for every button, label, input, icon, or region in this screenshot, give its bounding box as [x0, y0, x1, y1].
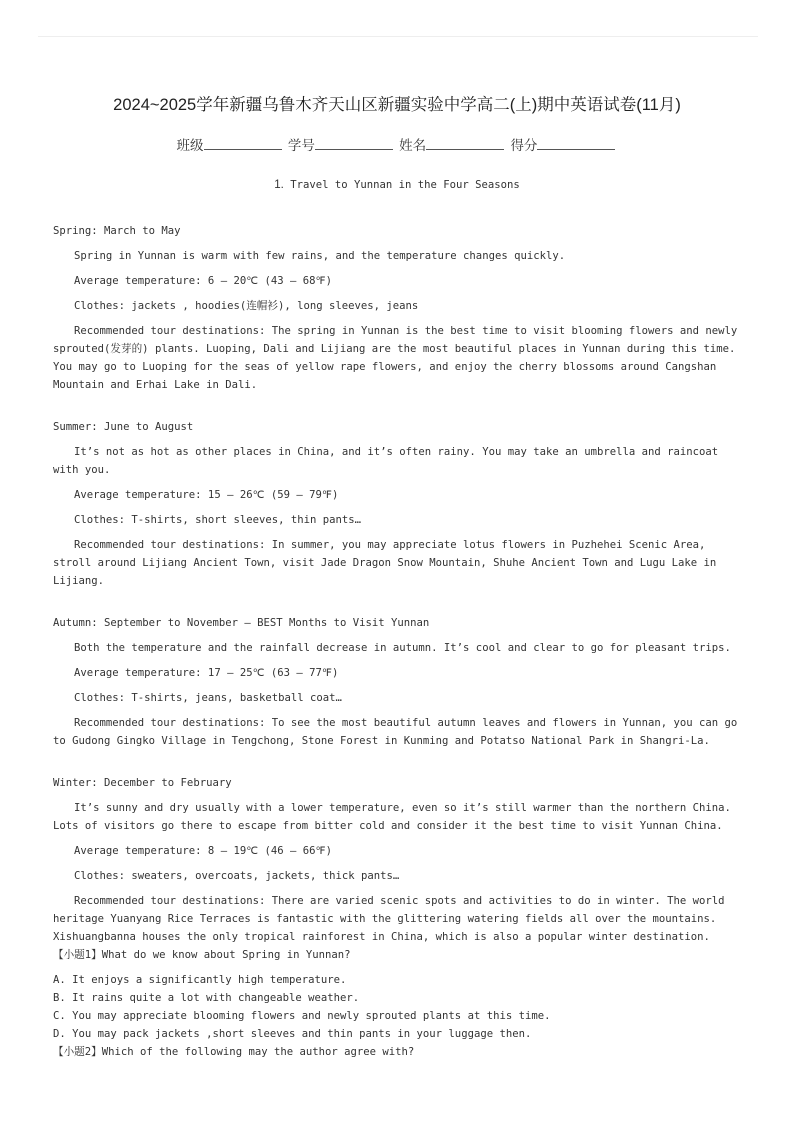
- season-heading-spring: Spring: March to May: [53, 225, 181, 237]
- question-title: [0, 179, 794, 191]
- season-intro-autumn: Both the temperature and the rainfall decrease in autumn. It’s cool and clear to go for pleasant trips.: [74, 642, 731, 654]
- season-heading-summer: Summer: June to August: [53, 421, 194, 433]
- top-divider: [38, 36, 758, 37]
- season-temperature-autumn: Average temperature: 17 – 25℃ (63 – 77℉): [74, 667, 339, 679]
- season-destinations-winter: Recommended tour destinations: There are varied scenic spots and activities to do in winter. The world heritage Yuanyang Rice Terraces is fantastic with the glittering watering fields all over the mountains. Xishuangbanna houses the only tropical rainforest in China, which is also a popular winter destination.: [53, 895, 725, 943]
- class-label: 班级: [176, 138, 204, 154]
- subquestion-1-options: [53, 971, 743, 1043]
- season-temperature-winter: Average temperature: 8 – 19℃ (46 – 66℉): [74, 845, 332, 857]
- season-intro-spring: Spring in Yunnan is warm with few rains, and the temperature changes quickly.: [74, 250, 566, 262]
- class-blank[interactable]: [204, 137, 282, 150]
- season-intro-winter: It’s sunny and dry usually with a lower temperature, even so it’s still warmer than the northern China. Lots of visitors go there to escape from bitter cold and consider it the best time to visit Yunnan China.: [53, 802, 731, 832]
- season-heading-autumn: Autumn: September to November – BEST Months to Visit Yunnan: [53, 617, 430, 629]
- student-info-row: [0, 134, 794, 154]
- score-blank[interactable]: [537, 137, 615, 150]
- subquestion-2: 【小题2】Which of the following may the author agree with?: [53, 1046, 415, 1058]
- season-clothes-spring: Clothes: jackets , hoodies(连帽衫), long sleeves, jeans: [74, 300, 419, 312]
- subquestion-1: 【小题1】What do we know about Spring in Yunnan?: [53, 949, 351, 961]
- option-d[interactable]: D. You may pack jackets ,short sleeves and thin pants in your luggage then.: [53, 1028, 532, 1040]
- season-heading-winter: Winter: December to February: [53, 777, 232, 789]
- season-clothes-summer: Clothes: T-shirts, short sleeves, thin pants…: [74, 514, 362, 526]
- student-id-label: 学号: [287, 138, 315, 154]
- student-id-blank[interactable]: [315, 137, 393, 150]
- season-destinations-summer: Recommended tour destinations: In summer, you may appreciate lotus flowers in Puzhehei Scenic Area, stroll around Lijiang Ancient Town, visit Jade Dragon Snow Mountain, Shuhe Ancient Town and Lugu Lake in Lijiang.: [53, 539, 717, 587]
- option-c[interactable]: C. You may appreciate blooming flowers and newly sprouted plants at this time.: [53, 1010, 551, 1022]
- season-temperature-summer: Average temperature: 15 – 26℃ (59 – 79℉): [74, 489, 339, 501]
- option-a[interactable]: A. It enjoys a significantly high temperature.: [53, 974, 347, 986]
- name-blank[interactable]: [426, 137, 504, 150]
- season-temperature-spring: Average temperature: 6 – 20℃ (43 – 68℉): [74, 275, 332, 287]
- season-clothes-autumn: Clothes: T-shirts, jeans, basketball coat…: [74, 692, 342, 704]
- exam-title: 2024~2025学年新疆乌鲁木齐天山区新疆实验中学高二(上)期中英语试卷(11月): [113, 96, 681, 114]
- season-intro-summer: It’s not as hot as other places in China, and it’s often rainy. You may take an umbrella and raincoat with you.: [53, 446, 719, 476]
- passage-title: Travel to Yunnan in the Four Seasons: [290, 179, 520, 191]
- season-destinations-autumn: Recommended tour destinations: To see the most beautiful autumn leaves and flowers in Yunnan, you can go to Gudong Gingko Village in Tengchong, Stone Forest in Kunming and Potatso National Park in Shangri-La.: [53, 717, 738, 747]
- option-b[interactable]: B. It rains quite a lot with changeable weather.: [53, 992, 360, 1004]
- name-label: 姓名: [399, 138, 427, 154]
- question-number: 1.: [274, 179, 284, 191]
- score-label: 得分: [510, 138, 538, 154]
- season-clothes-winter: Clothes: sweaters, overcoats, jackets, thick pants…: [74, 870, 400, 882]
- season-destinations-spring: Recommended tour destinations: The spring in Yunnan is the best time to visit blooming flowers and newly sprouted(发芽的) plants. Luoping, Dali and Lijiang are the most beautiful places in Yunnan during this time. You may go to Luoping for the seas of yellow rape flowers, and enjoy the cherry blossoms around Cangshan Mountain and Erhai Lake in Dali.: [53, 325, 738, 391]
- passage: [53, 222, 743, 1061]
